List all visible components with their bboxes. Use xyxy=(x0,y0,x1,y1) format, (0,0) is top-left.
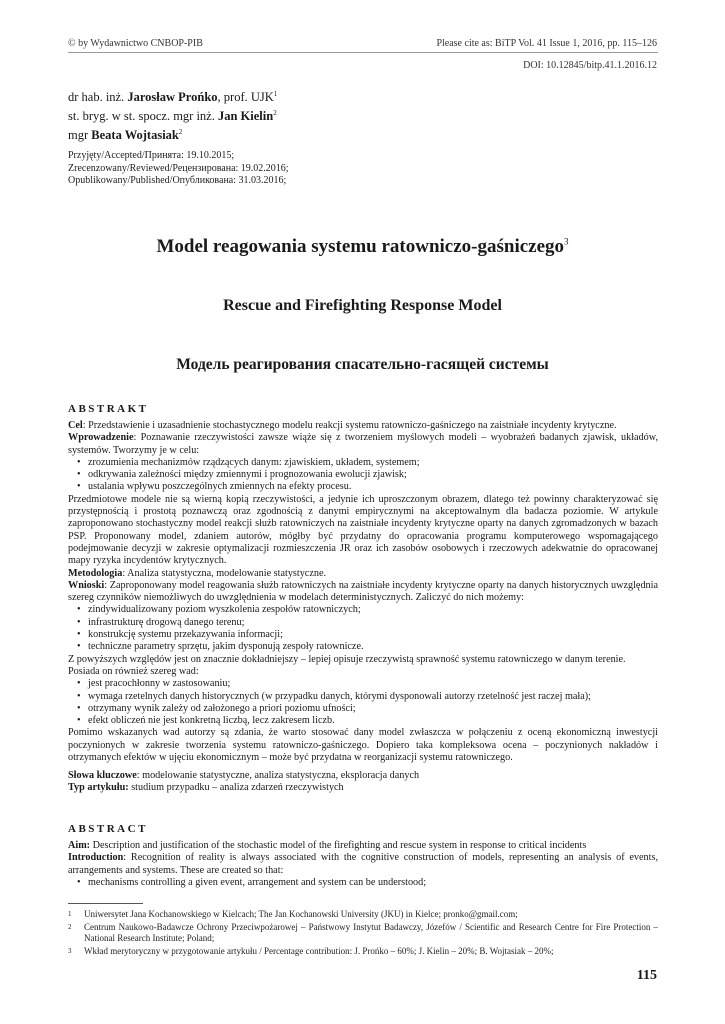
header-rule xyxy=(68,52,658,53)
footnote-text: Wkład merytoryczny w przygotowanie artykułu / Percentage contribution: J. Prońko – 60%; J. Kielin – 20%; B. Wojtasiak – 20%; xyxy=(84,945,554,956)
article-type-line: Typ artykułu: studium przypadku – analiza zdarzeń rzeczywistych xyxy=(68,782,344,794)
footnote-number: 3 xyxy=(68,946,72,955)
abstract-body xyxy=(68,840,658,889)
list-item: • efekt obliczeń nie jest konkretną liczbą, lecz zakresem liczb. xyxy=(88,715,658,727)
accepted-date: Przyjęty/Accepted/Принята: 19.10.2015; xyxy=(68,150,235,161)
body-paragraph: Posiada on również szereg wad: xyxy=(68,665,199,677)
list-item: • otrzymany wynik zależy od założonego a priori poziomu ufności; xyxy=(88,703,658,715)
author-line: st. bryg. w st. spocz. mgr inż. Jan Kielin$^2$ xyxy=(68,109,277,124)
list-item: • mechanisms controlling a given event, arrangement and system can be understood; xyxy=(88,877,658,889)
list-item: • wymaga rzetelnych danych historycznych (w przypadku danych, którymi dysponowali autorzy rzetelność jest raczej mała); xyxy=(88,691,658,703)
title-russian: Модель реагирования спасательно-гасящей системы xyxy=(176,356,549,373)
bullet-list xyxy=(68,678,658,727)
author-line: dr hab. inż. Jarosław Prońko, prof. UJK$^1$ xyxy=(68,90,278,105)
list-item: • ustalania wpływu poszczególnych zmiennych na efekty procesu. xyxy=(88,481,658,493)
page-number: 115 xyxy=(636,968,657,983)
footnote-text: Uniwersytet Jana Kochanowskiego w Kielcach; The Jan Kochanowski University (JKU) in Kielce; pronko@gmail.com; xyxy=(84,909,518,919)
doi-link[interactable]: DOI: 10.12845/bitp.41.1.2016.12 xyxy=(523,60,657,71)
citation-line: Please cite as: BiTP Vol. 41 Issue 1, 2016, pp. 115–126 xyxy=(436,38,657,49)
abstract-heading: ABSTRACT xyxy=(68,823,148,835)
footnote xyxy=(68,946,658,958)
publisher-copyright: © by Wydawnictwo CNBOP-PIB xyxy=(68,38,203,49)
list-item: • konstrukcję systemu przekazywania informacji; xyxy=(88,629,658,641)
aim-paragraph: Aim: Description and justification of the stochastic model of the firefighting and rescue system in response to critical incidents xyxy=(68,840,587,851)
introduction-paragraph: Introduction: Recognition of reality is always associated with the cognitive construction of models, representing an analysis of events, arrangements and systems. These are created so that: xyxy=(68,852,658,876)
list-item: • odkrywania zależności między zmiennymi i prognozowania ewolucji zjawisk; xyxy=(88,469,658,481)
cel-paragraph: Cel: Przedstawienie i uzasadnienie stochastycznego modelu reakcji systemu ratowniczo-gaśniczego na zaistniałe incydenty krytyczne. xyxy=(68,420,617,431)
reviewed-date: Zrecenzowany/Reviewed/Рецензирована: 19.02.2016; xyxy=(68,162,289,174)
body-paragraph: Przedmiotowe modele nie są wierną kopią rzeczywistości, a jedynie ich uproszczonym obrazem, dlatego też powinny charakteryzować się przystępnością i prostotą poznawczą oraz zgodnością z danymi empirycznymi na akceptowalnym dla badacza poziomie. W artykule zaproponowano stochastyczny model reakcji służb ratowniczych na zaistniałe incydenty krytyczne oparty na danych zgromadzonych w bazach PSP. Proponowany model, zdaniem autorów, mógłby być przydatny do opracowania programu komputerowego wspomagającego podejmowanie decyzji w zakresie optymalizacji rozmieszczenia JR oraz ich zasobów osobowych i rzeczowych adekwatnie do opracowanej mapy ryzyka incydentów krytycznych. xyxy=(68,493,658,567)
title-english: Rescue and Firefighting Response Model xyxy=(223,297,502,314)
submission-dates xyxy=(68,150,289,188)
published-date: Opublikowany/Published/Опубликована: 31.03.2016; xyxy=(68,175,287,186)
footnote-number: 2 xyxy=(68,922,72,931)
keywords-block xyxy=(68,770,658,795)
author-line: mgr Beata Wojtasiak$^2$ xyxy=(68,128,183,143)
footnote xyxy=(68,909,658,921)
body-paragraph: Z powyższych względów jest on znacznie dokładniejszy – lepiej opisuje rzeczywistą sprawność systemu ratowniczego w danym terenie. xyxy=(68,653,626,665)
bullet-list xyxy=(68,877,658,889)
wnioski-paragraph: Wnioski: Zaproponowany model reagowania służb ratowniczych na zaistniałe incydenty krytyczne oparty na danych historycznych uwzględnia szereg czynników niemożliwych do uwzględnienia w modelach deterministycznych. Zaliczyć do nich możemy: xyxy=(68,579,658,604)
footnote-rule xyxy=(68,903,143,904)
list-item: • techniczne parametry sprzętu, jakim dysponują zespoły ratownicze. xyxy=(88,641,658,653)
footnote-text: Centrum Naukowo-Badawcze Ochrony Przeciwpożarowej – Państwowy Instytut Badawczy, Józefów / Scientific and Research Centre for Fire Protection – National Research Institute; Poland; xyxy=(84,921,658,943)
bullet-list xyxy=(68,604,658,653)
abstrakt-body xyxy=(68,420,658,764)
bullet-list xyxy=(68,457,658,494)
body-paragraph: Pomimo wskazanych wad autorzy są zdania, że warto stosować dany model zwłaszcza w połączeniu z oceną ekonomiczną inwestycji poczynionych w zakresie tworzenia systemu ratowniczo-gaśniczego. Dopiero taka kompleksowa ocena – poczynionych nakładów i otrzymanych efektów w ujęciu ekonomicznym – może być przydatna w reorganizacji systemu ratowniczego. xyxy=(68,727,658,764)
footnotes xyxy=(68,909,658,958)
list-item: • zindywidualizowany poziom wyszkolenia zespołów ratowniczych; xyxy=(88,604,658,616)
metodologia-paragraph: Metodologia: Analiza statystyczna, modelowanie statystyczne. xyxy=(68,567,327,579)
author-list xyxy=(68,86,277,143)
wprowadzenie-paragraph: Wprowadzenie: Poznawanie rzeczywistości zawsze wiąże się z tworzeniem myślowych modeli – wyobrażeń badanych zjawisk, układów, systemów. Tworzymy je w celu: xyxy=(68,432,658,456)
list-item: • zrozumienia mechanizmów rządzących danym: zjawiskiem, układem, systemem; xyxy=(88,457,658,469)
list-item: • jest pracochłonny w zastosowaniu; xyxy=(88,678,658,690)
title-polish: Model reagowania systemu ratowniczo-gaśniczego$^3$ xyxy=(156,236,569,257)
keywords-line: Słowa kluczowe: modelowanie statystyczne, analiza statystyczna, eksploracja danych xyxy=(68,770,420,781)
footnote-number: 1 xyxy=(68,910,72,918)
footnote xyxy=(68,922,658,945)
abstrakt-heading: ABSTRAKT xyxy=(68,403,149,415)
list-item: • infrastrukturę drogową danego terenu; xyxy=(88,617,658,629)
